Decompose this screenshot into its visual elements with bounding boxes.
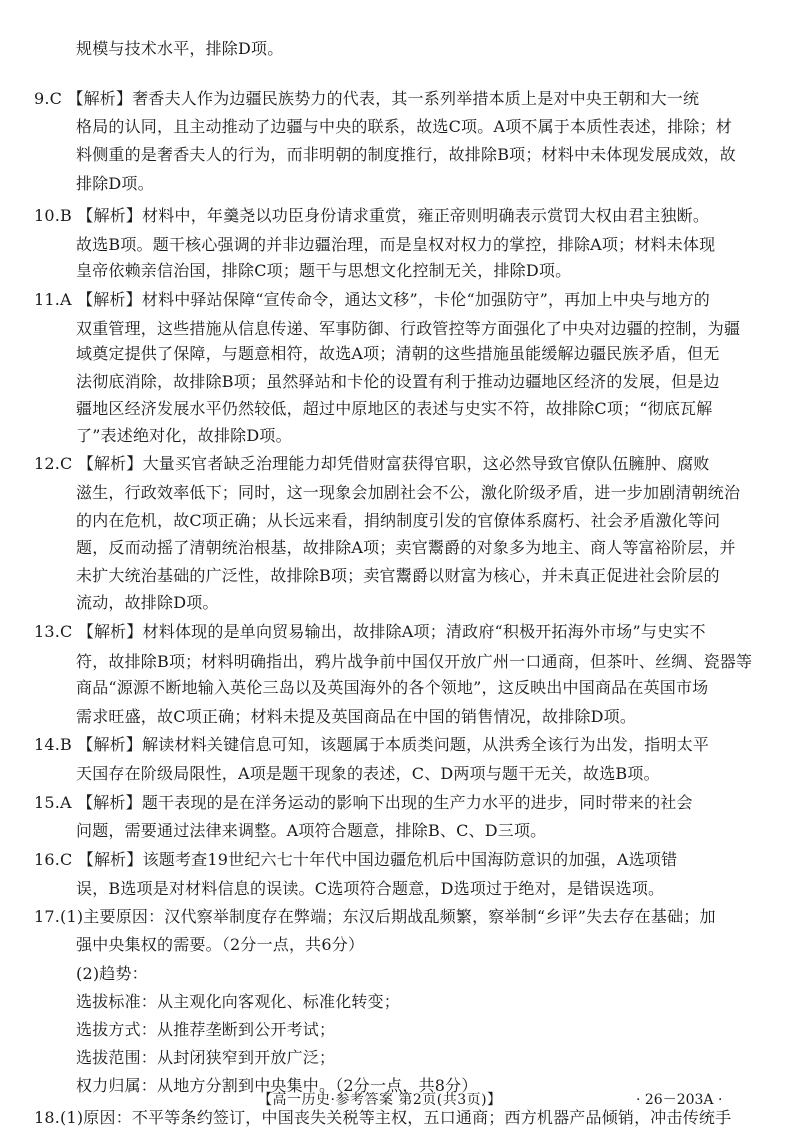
text-line: 商品“源源不断地输入英伦三岛以及英国海外的各个领地”，这反映出中国商品在英国市场	[76, 678, 709, 697]
text-line: 权力归属：从地方分割到中央集中。（2分一点，共8分）	[76, 1076, 478, 1095]
text-line: 14.B 【解析】解读材料关键信息可知，该题属于本质类问题，从洪秀全该行为出发，指明太平	[34, 735, 710, 754]
text-line: 问题，需要通过法律来调整。A项符合题意，排除B、C、D三项。	[76, 821, 547, 840]
text-line: 选拔标准：从主观化向客观化、标准化转变；	[76, 992, 401, 1011]
text-line: 强中央集权的需要。（2分一点，共6分）	[76, 935, 365, 954]
text-line: 双重管理，这些措施从信息传递、军事防御、行政管控等方面强化了中央对边疆的控制，为疆	[76, 319, 741, 338]
text-line: 13.C 【解析】材料体现的是单向贸易输出，故排除A项；清政府“积极开拓海外市场”与史实不	[34, 622, 706, 641]
text-line: 10.B 【解析】材料中，年羹尧以功臣身份请求重赏，雍正帝则明确表示赏罚大权由君主独断。	[34, 206, 710, 225]
text-line: 排除D项。	[76, 174, 154, 193]
text-line: 未扩大统治基础的广泛性，故排除B项；卖官鬻爵以财富为核心，并未真正促进社会阶层的	[76, 566, 720, 585]
text-line: 选拔范围：从封闭狭窄到开放广泛；	[76, 1048, 336, 1067]
text-line: 11.A 【解析】材料中驿站保障“宣传命令，通达文移”，卡伦“加强防守”，再加上中央与地方的	[34, 290, 711, 309]
text-line: 皇帝依赖亲信治国，排除C项；题干与思想文化控制无关，排除D项。	[76, 261, 572, 280]
text-line: 故选B项。题干核心强调的并非边疆治理，而是皇权对权力的掌控，排除A项；材料未体现	[76, 235, 716, 254]
text-line: 料侧重的是奢香夫人的行为，而非明朝的制度推行，故排除B项；材料中未体现发展成效，故	[76, 145, 736, 164]
footer-doc-code: · 26－203A ·	[636, 1092, 723, 1108]
text-line: 滋生，行政效率低下；同时，这一现象会加剧社会不公，激化阶级矛盾，进一步加剧清朝统治	[76, 483, 741, 502]
text-line: 17.(1)主要原因：汉代察举制度存在弊端；东汉后期战乱频繁，察举制“乡评”失去存在基础；加	[34, 907, 716, 926]
text-line: 15.A 【解析】题干表现的是在洋务运动的影响下出现的生产力水平的进步，同时带来的社会	[34, 793, 693, 812]
page-footer	[0, 1089, 800, 1111]
text-line: 9.C 【解析】奢香夫人作为边疆民族势力的代表，其一系列举措本质上是对中央王朝和大一统	[34, 89, 700, 108]
text-line: 误，B选项是对材料信息的误读。C选项符合题意，D选项过于绝对，是错误选项。	[76, 879, 665, 898]
text-line: 域奠定提供了保障，与题意相符，故选A项；清朝的这些措施虽能缓解边疆民族矛盾，但无	[76, 344, 720, 363]
text-line: (2)趋势：	[76, 964, 148, 983]
text-line: 流动，故排除D项。	[76, 593, 219, 612]
text-line: 12.C 【解析】大量买官者缺乏治理能力却凭借财富获得官职，这必然导致官僚队伍臃肿、腐败	[34, 454, 710, 473]
footer-page-info: 【高一历史·参考答案 第2页(共3页)】	[258, 1092, 502, 1108]
text-line: 天国存在阶级局限性，A项是题干现象的表述，C、D两项与题干无关，故选B项。	[76, 764, 660, 783]
text-line: 18.(1)原因：不平等条约签订，中国丧失关税等主权，五口通商；西方机器产品倾销，冲击传统手	[34, 1108, 732, 1127]
text-line: 了”表述绝对化，故排除D项。	[76, 426, 292, 445]
text-line: 格局的认同，且主动推动了边疆与中央的联系，故选C项。A项不属于本质性表述，排除；材	[76, 117, 732, 136]
text-line: 法彻底消除，故排除B项；虽然驿站和卡伦的设置有利于推动边疆地区经济的发展，但是边	[76, 372, 720, 391]
text-line: 16.C 【解析】该题考查19世纪六七十年代中国边疆危机后中国海防意识的加强，A选项错	[34, 850, 678, 869]
text-line: 需求旺盛，故C项正确；材料未提及英国商品在中国的销售情况，故排除D项。	[76, 707, 637, 726]
text-line: 的内在危机，故C项正确；从长远来看，捐纳制度引发的官僚体系腐朽、社会矛盾激化等问	[76, 511, 721, 530]
text-line: 选拔方式：从推荐垄断到公开考试；	[76, 1020, 336, 1039]
text-line: 题，反而动摇了清朝统治根基，故排除A项；卖官鬻爵的对象多为地主、商人等富裕阶层，并	[76, 538, 736, 557]
text-line: 疆地区经济发展水平仍然较低，超过中原地区的表述与史实不符，故排除C项；“彻底瓦解	[76, 399, 713, 418]
text-line: 规模与技术水平，排除D项。	[76, 39, 284, 58]
text-line: 符，故排除B项；材料明确指出，鸦片战争前中国仅开放广州一口通商，但茶叶、丝绸、瓷器等	[76, 652, 753, 671]
